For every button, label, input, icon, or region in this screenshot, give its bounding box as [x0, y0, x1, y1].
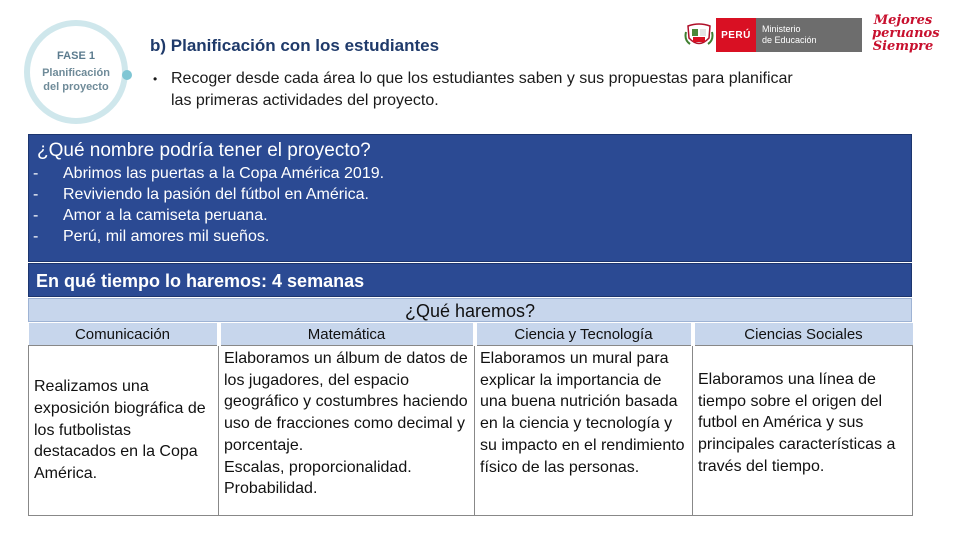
cell-matematica: Elaboramos un álbum de datos de los jugadores, del espacio geográfico y costumbres haciendo uso de fracciones como decimal y porcentaje. Escalas, proporcionalidad. Probabilidad. [219, 346, 475, 516]
phase-badge [24, 20, 128, 124]
phase-title-line1: Planificación [42, 67, 110, 79]
instruction-text: Recoger desde cada área lo que los estudiantes saben y sus propuestas para planificar las primeras actividades del proyecto. [171, 70, 793, 109]
mejores-line2: peruanos [872, 26, 940, 41]
list-item: - Amor a la camiseta peruana. [33, 207, 268, 224]
table-row [29, 346, 913, 516]
what-bar: ¿Qué haremos? [28, 298, 912, 322]
instruction-bullet [153, 68, 833, 112]
mejores-peruanos-logo [872, 13, 940, 54]
phase-title-line2: del proyecto [43, 81, 109, 93]
ministerio-line2: de Educación [762, 35, 817, 45]
mejores-line1: Mejores [873, 13, 933, 28]
cell-ciencia: Elaboramos un mural para explicar la importancia de una buena nutrición basada en la ciencia y tecnología y su impacto en el rendimiento físico de las personas. [475, 346, 693, 516]
list-item: - Perú, mil amores mil sueños. [33, 228, 270, 245]
areas-table [28, 323, 913, 516]
cell-comunicacion: Realizamos una exposición biográfica de los futbolistas destacados en la Copa América. [29, 346, 219, 516]
list-item: - Reviviendo la pasión del fútbol en América. [33, 186, 369, 203]
project-name-question: ¿Qué nombre podría tener el proyecto? [37, 140, 371, 161]
project-name-options [33, 163, 384, 247]
section-title: b) Planificación con los estudiantes [150, 36, 440, 55]
coat-of-arms-icon [684, 22, 714, 50]
bullet-dot-icon: • [153, 72, 158, 86]
table-header-row [29, 323, 913, 346]
header-matematica: Matemática [219, 323, 475, 346]
time-bar: En qué tiempo lo haremos: 4 semanas [28, 263, 912, 297]
ministerio-label [756, 18, 862, 52]
phase-title [42, 66, 110, 94]
mejores-line3: Siempre [872, 39, 934, 54]
ministerio-logo [716, 18, 862, 52]
list-item: - Abrimos las puertas a la Copa América 2019. [33, 165, 385, 182]
header-sociales: Ciencias Sociales [693, 323, 913, 346]
header-comunicacion: Comunicación [29, 323, 219, 346]
phase-label: FASE 1 [57, 50, 95, 62]
cell-sociales: Elaboramos una línea de tiempo sobre el origen del futbol en América y sus principales características a través del tiempo. [693, 346, 913, 516]
project-name-panel [28, 134, 912, 262]
peru-logo-label: PERÚ [716, 18, 756, 52]
ministerio-line1: Ministerio [762, 24, 801, 34]
header-ciencia: Ciencia y Tecnología [475, 323, 693, 346]
